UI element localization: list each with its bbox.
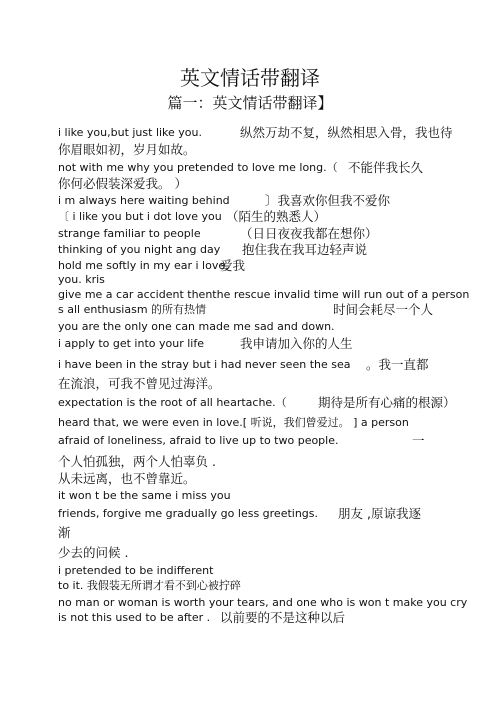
english-text: i have been in the stray but i had never seen the sea [58, 358, 351, 371]
chinese-text: （日日夜夜我都在想你） [240, 226, 378, 241]
english-text: i apply to get into your life [58, 337, 204, 350]
english-text: to it. 我假装无所谓才看不到心被拧碎 [58, 579, 241, 592]
chinese-text: 一 [412, 433, 425, 448]
chinese-text: 渐 [58, 525, 71, 540]
chinese-text: 时间会耗尽一个人 [333, 302, 434, 317]
chinese-text: 纵然万劫不复，纵然相思入骨，我也待 [240, 125, 453, 140]
english-text: i pretended to be indifferent [58, 564, 214, 577]
english-text: i like you,but just like you. [58, 126, 203, 139]
english-text: it won t be the same i miss you [58, 489, 231, 502]
english-text: afraid of loneliness, afraid to live up to two people. [58, 434, 339, 447]
document-subtitle: 篇一：英文情话带翻译】 [167, 94, 333, 112]
chinese-text: 。我一直都 [366, 357, 429, 372]
chinese-text: 在流浪，可我不曾见过海洋。 [58, 376, 221, 391]
english-text: thinking of you night ang day [58, 243, 221, 256]
english-text: i m always here waiting behind [58, 194, 230, 207]
chinese-text: 你何必假装深爱我。 ） [58, 176, 187, 191]
chinese-text: 少去的问候 . [58, 545, 129, 560]
chinese-text: 我申请加入你的人生 [240, 336, 353, 351]
english-text: you are the only one can made me sad and down. [58, 320, 335, 333]
english-text: not with me why you pretended to love me long.（ [58, 161, 338, 174]
english-text: you. kris [58, 273, 105, 286]
english-text: s all enthusiasm 的所有热情 [58, 303, 207, 316]
chinese-text: 从未远离，也不曾靠近。 [58, 471, 196, 486]
english-text: is not this used to be after . [58, 611, 211, 624]
chinese-text: （陌生的熟悉人） [226, 209, 327, 224]
english-text: heard that, we were even in love.[ 听说，我们曾爱过。 ] a person [58, 416, 409, 429]
chinese-text: 期待是所有心痛的根源） [318, 395, 456, 410]
english-text: expectation is the root of all heartache.（ [58, 396, 287, 409]
chinese-text: 个人怕孤独，两个人怕辜负 . [58, 454, 216, 469]
chinese-text: 不能伴我长久 [348, 160, 424, 175]
english-text: friends, forgive me gradually go less greetings. [58, 507, 319, 520]
chinese-text: 你眉眼如初，岁月如故。 [58, 142, 196, 157]
english-text: no man or woman is worth your tears, and one who is won t make you cry [58, 596, 468, 609]
chinese-text: 抱住我在我耳边轻声说 [242, 242, 368, 257]
english-text: strange familiar to people [58, 227, 201, 240]
chinese-text: 朋友 ,原谅我逐 [338, 506, 421, 521]
chinese-text: 以前要的不是这种以后 [220, 610, 346, 625]
english-text: 〔 i like you but i dot love you [58, 210, 222, 223]
chinese-text: 爱我 [220, 258, 246, 273]
english-text: give me a car accident thenthe rescue invalid time will run out of a person [58, 288, 470, 301]
english-text: hold me softly in my ear i love. [58, 259, 229, 272]
chinese-text: 〕我喜欢你但我不爱你 [265, 193, 391, 208]
document-title: 英文情话带翻译 [180, 66, 320, 90]
